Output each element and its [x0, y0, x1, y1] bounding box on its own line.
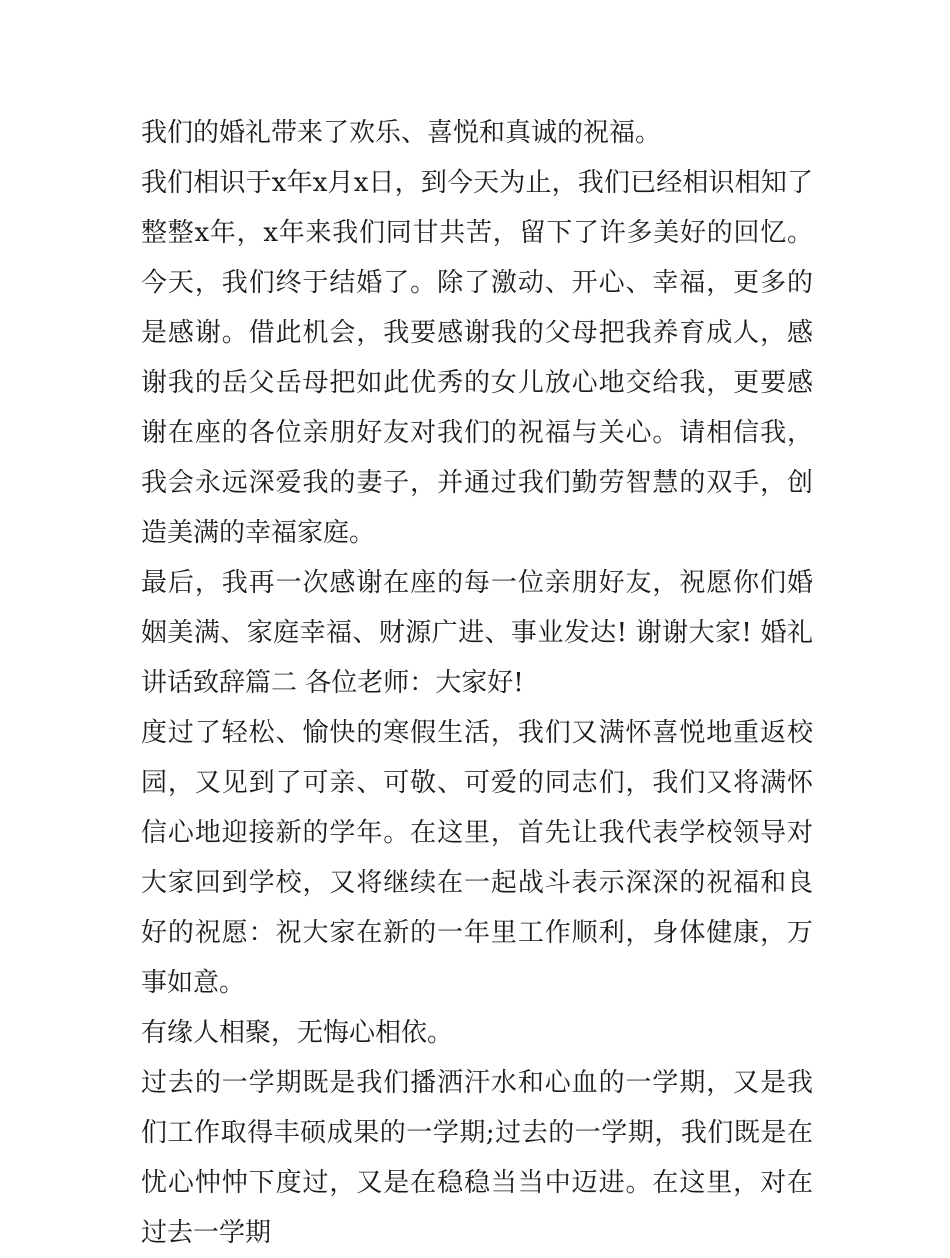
paragraph-1: 我们的婚礼带来了欢乐、喜悦和真诚的祝福。: [141, 118, 662, 148]
document-body: [141, 108, 813, 1258]
paragraph-4: 度过了轻松、愉快的寒假生活，我们又满怀喜悦地重返校园，又见到了可亲、可敬、可爱的同志们，我们又将满怀信心地迎接新的学年。在这里，首先让我代表学校领导对大家回到学校，又将继续在一起战斗表示深深的祝福和良好的祝愿：祝大家在新的一年里工作顺利，身体健康，万事如意。: [141, 718, 813, 998]
paragraph-3: 最后，我再一次感谢在座的每一位亲朋好友，祝愿你们婚姻美满、家庭幸福、财源广进、事业发达! 谢谢大家! 婚礼讲话致辞篇二 各位老师：大家好!: [141, 568, 813, 698]
paragraph-5: 有缘人相聚，无悔心相依。: [141, 1018, 454, 1048]
paragraph-6: 过去的一学期既是我们播洒汗水和心血的一学期，又是我们工作取得丰硕成果的一学期;过去的一学期，我们既是在忧心忡忡下度过，又是在稳稳当当中迈进。在这里，对在过去一学期: [141, 1068, 813, 1248]
paragraph-2: 我们相识于x年x月x日，到今天为止，我们已经相识相知了整整x年，x年来我们同甘共苦，留下了许多美好的回忆。今天，我们终于结婚了。除了激动、开心、幸福，更多的是感谢。借此机会，我要感谢我的父母把我养育成人，感谢我的岳父岳母把如此优秀的女儿放心地交给我，更要感谢在座的各位亲朋好友对我们的祝福与关心。请相信我，我会永远深爱我的妻子，并通过我们勤劳智慧的双手，创造美满的幸福家庭。: [141, 168, 813, 548]
